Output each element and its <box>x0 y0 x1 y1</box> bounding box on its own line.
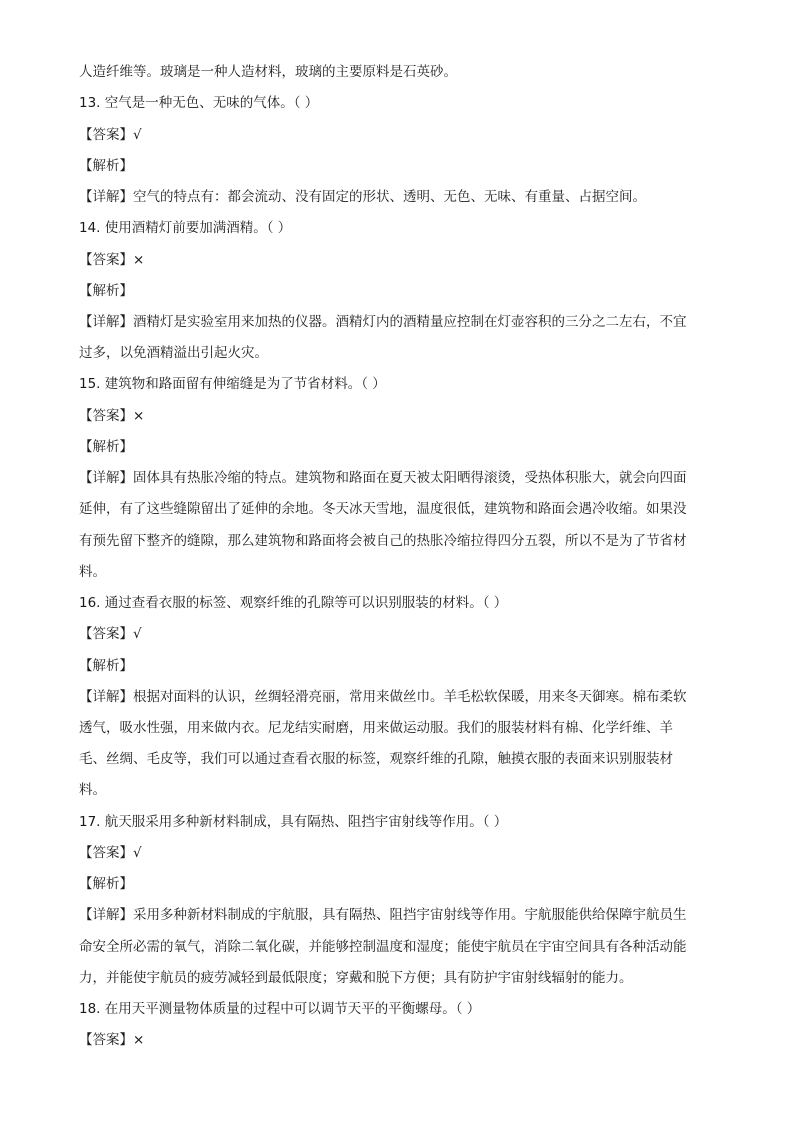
answer-16: 【答案】√ <box>79 626 142 642</box>
analysis-label: 【解析】 <box>79 876 133 892</box>
analysis-label: 【解析】 <box>79 439 133 455</box>
question-13: 13. 空气是一种无色、无味的气体。（ ） <box>79 95 319 111</box>
answer-14: 【答案】× <box>79 252 145 268</box>
question-14: 14. 使用酒精灯前要加满酒精。（ ） <box>79 220 292 236</box>
analysis-label: 【解析】 <box>79 283 133 299</box>
explanation-15-line-1: 【详解】固体具有热胀冷缩的特点。建筑物和路面在夏天被太阳晒得滚烫，受热体积胀大，就会向四面 <box>79 470 687 486</box>
analysis-label: 【解析】 <box>79 658 133 674</box>
explanation-16-line-1: 【详解】根据对面料的认识，丝绸轻滑亮丽，常用来做丝巾。羊毛松软保暖，用来冬天御寒。棉布柔软 <box>79 689 687 705</box>
answer-13: 【答案】√ <box>79 127 142 143</box>
explanation-16-line-3: 毛、丝绸、毛皮等，我们可以通过查看衣服的标签，观察纤维的孔隙，触摸衣服的表面来识别服装材 <box>79 751 673 767</box>
explanation-15-line-2: 延伸，有了这些缝隙留出了延伸的余地。冬天冰天雪地，温度很低，建筑物和路面会遇冷收缩。如果没 <box>79 501 687 517</box>
explanation-17-line-2: 命安全所必需的氧气，消除二氧化碳，并能够控制温度和湿度；能使宇航员在宇宙空间具有各种活动能 <box>79 939 687 955</box>
answer-18: 【答案】× <box>79 1032 145 1048</box>
explanation-15-line-4: 料。 <box>79 564 106 580</box>
explanation-17-line-1: 【详解】采用多种新材料制成的宇航服，具有隔热、阻挡宇宙射线等作用。宇航服能供给保障宇航员生 <box>79 907 687 923</box>
question-16: 16. 通过查看衣服的标签、观察纤维的孔隙等可以识别服装的材料。（ ） <box>79 595 508 611</box>
explanation-14-line-2: 过多，以免酒精溢出引起火灾。 <box>79 345 268 361</box>
answer-17: 【答案】√ <box>79 845 142 861</box>
explanation-17-line-3: 力，并能使宇航员的疲劳减轻到最低限度；穿戴和脱下方便；具有防护宇宙射线辐射的能力。 <box>79 970 633 986</box>
text-line: 人造纤维等。玻璃是一种人造材料，玻璃的主要原料是石英砂。 <box>79 64 457 80</box>
explanation-16-line-2: 透气，吸水性强，用来做内衣。尼龙结实耐磨，用来做运动服。我们的服装材料有棉、化学纤维、羊 <box>79 720 673 736</box>
explanation-16-line-4: 料。 <box>79 782 106 798</box>
answer-15: 【答案】× <box>79 408 145 424</box>
question-15: 15. 建筑物和路面留有伸缩缝是为了节省材料。（ ） <box>79 376 386 392</box>
explanation-15-line-3: 有预先留下整齐的缝隙，那么建筑物和路面将会被自己的热胀冷缩拉得四分五裂，所以不是为了节省材 <box>79 533 687 549</box>
explanation-14-line-1: 【详解】酒精灯是实验室用来加热的仪器。酒精灯内的酒精量应控制在灯壶容积的三分之二左右，不宜 <box>79 314 687 330</box>
explanation-13: 【详解】空气的特点有：都会流动、没有固定的形状、透明、无色、无味、有重量、占据空间。 <box>79 189 646 205</box>
analysis-label: 【解析】 <box>79 158 133 174</box>
question-18: 18. 在用天平测量物体质量的过程中可以调节天平的平衡螺母。（ ） <box>79 1001 481 1017</box>
question-17: 17. 航天服采用多种新材料制成，具有隔热、阻挡宇宙射线等作用。（ ） <box>79 814 508 830</box>
